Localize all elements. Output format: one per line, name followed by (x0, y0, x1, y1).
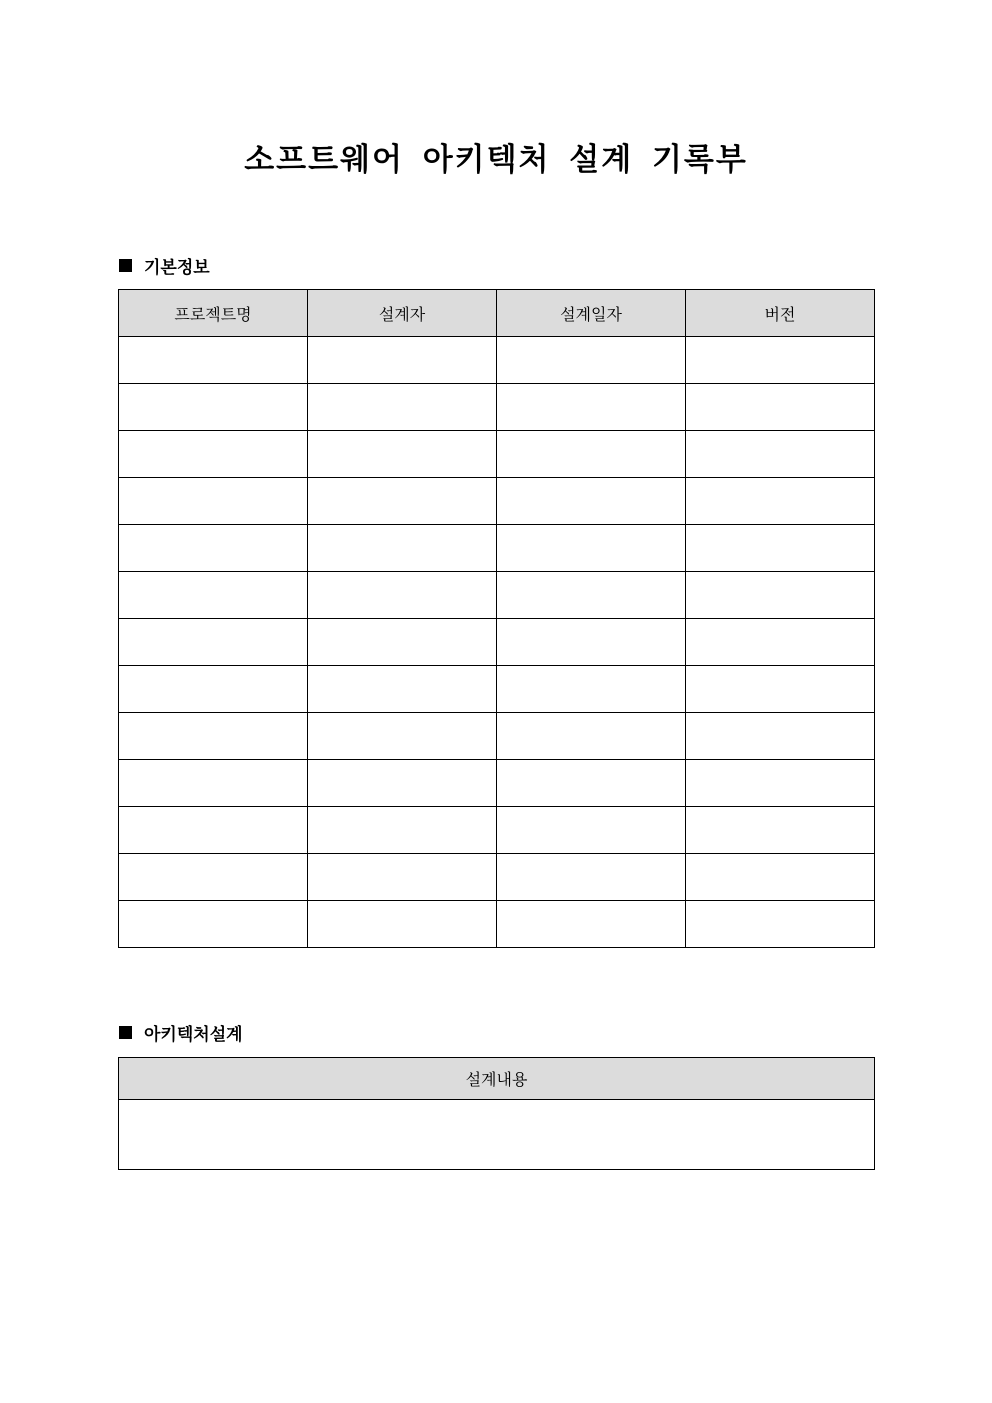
version-cell[interactable] (686, 807, 875, 854)
section-heading-architecture (119, 1020, 243, 1045)
designer-cell[interactable] (308, 337, 497, 384)
version-cell[interactable] (686, 713, 875, 760)
column-header-design-date: 설계일자 (497, 290, 686, 337)
square-bullet-icon (119, 1026, 132, 1039)
version-cell[interactable] (686, 525, 875, 572)
designer-cell[interactable] (308, 572, 497, 619)
column-header-project-name: 프로젝트명 (119, 290, 308, 337)
design-date-cell[interactable] (497, 760, 686, 807)
designer-cell[interactable] (308, 901, 497, 948)
designer-cell[interactable] (308, 478, 497, 525)
column-header-designer: 설계자 (308, 290, 497, 337)
section-heading-label: 기본정보 (144, 258, 210, 278)
section-heading-basic-info (119, 253, 210, 278)
project-name-cell[interactable] (119, 807, 308, 854)
project-name-cell[interactable] (119, 854, 308, 901)
page-title: 소프트웨어 아키텍처 설계 기록부 (244, 142, 748, 178)
version-cell[interactable] (686, 760, 875, 807)
section-heading-label: 아키텍처설계 (144, 1025, 243, 1045)
design-date-cell[interactable] (497, 713, 686, 760)
table-row (119, 619, 875, 666)
version-cell[interactable] (686, 572, 875, 619)
table-row (119, 901, 875, 948)
version-cell[interactable] (686, 337, 875, 384)
basic-info-table (118, 289, 875, 948)
table-row (119, 713, 875, 760)
project-name-cell[interactable] (119, 384, 308, 431)
designer-cell[interactable] (308, 431, 497, 478)
designer-cell[interactable] (308, 384, 497, 431)
version-cell[interactable] (686, 666, 875, 713)
design-date-cell[interactable] (497, 901, 686, 948)
table-header-row (119, 1058, 875, 1100)
table-row (119, 478, 875, 525)
project-name-cell[interactable] (119, 713, 308, 760)
project-name-cell[interactable] (119, 572, 308, 619)
version-cell[interactable] (686, 478, 875, 525)
design-date-cell[interactable] (497, 431, 686, 478)
version-cell[interactable] (686, 619, 875, 666)
project-name-cell[interactable] (119, 666, 308, 713)
version-cell[interactable] (686, 854, 875, 901)
project-name-cell[interactable] (119, 619, 308, 666)
designer-cell[interactable] (308, 619, 497, 666)
column-header-version: 버전 (686, 290, 875, 337)
designer-cell[interactable] (308, 854, 497, 901)
design-date-cell[interactable] (497, 384, 686, 431)
version-cell[interactable] (686, 384, 875, 431)
design-date-cell[interactable] (497, 666, 686, 713)
table-row (119, 572, 875, 619)
design-date-cell[interactable] (497, 619, 686, 666)
architecture-design-table (118, 1057, 875, 1170)
table-row (119, 384, 875, 431)
column-header-design-content: 설계내용 (119, 1058, 875, 1100)
design-date-cell[interactable] (497, 525, 686, 572)
project-name-cell[interactable] (119, 760, 308, 807)
designer-cell[interactable] (308, 760, 497, 807)
design-date-cell[interactable] (497, 572, 686, 619)
design-date-cell[interactable] (497, 337, 686, 384)
design-date-cell[interactable] (497, 854, 686, 901)
project-name-cell[interactable] (119, 525, 308, 572)
designer-cell[interactable] (308, 666, 497, 713)
project-name-cell[interactable] (119, 478, 308, 525)
table-row (119, 337, 875, 384)
table-row (119, 760, 875, 807)
table-row (119, 431, 875, 478)
table-row (119, 807, 875, 854)
basic-info-table-body (119, 337, 875, 948)
design-date-cell[interactable] (497, 807, 686, 854)
version-cell[interactable] (686, 431, 875, 478)
design-content-cell[interactable] (119, 1100, 875, 1170)
project-name-cell[interactable] (119, 901, 308, 948)
project-name-cell[interactable] (119, 431, 308, 478)
design-date-cell[interactable] (497, 478, 686, 525)
designer-cell[interactable] (308, 807, 497, 854)
table-header-row (119, 290, 875, 337)
designer-cell[interactable] (308, 713, 497, 760)
project-name-cell[interactable] (119, 337, 308, 384)
table-row (119, 854, 875, 901)
table-row (119, 1100, 875, 1170)
version-cell[interactable] (686, 901, 875, 948)
table-row (119, 525, 875, 572)
square-bullet-icon (119, 259, 132, 272)
designer-cell[interactable] (308, 525, 497, 572)
table-row (119, 666, 875, 713)
